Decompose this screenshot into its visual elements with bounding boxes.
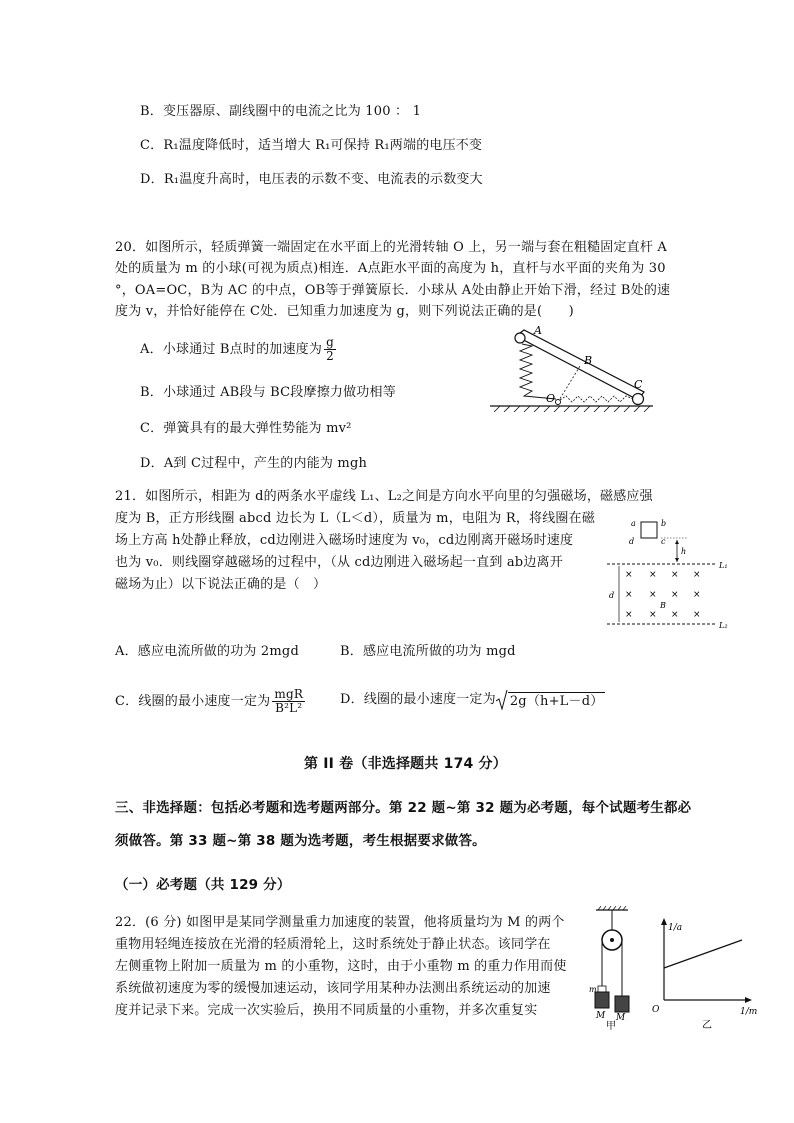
q20-option-c: C．弹簧具有的最大弹性势能为 mv² [140, 421, 352, 436]
coil-label-d: d [629, 537, 635, 546]
cross: × [649, 590, 657, 600]
right-weight-m [615, 996, 629, 1012]
g-over-2-fraction: $\frac{g}{2}$ [326, 335, 334, 363]
graph-line [664, 940, 742, 968]
cross: × [649, 610, 657, 620]
q20-stem-line1: 20．如图所示，轻质弹簧一端固定在水平面上的光滑转轴 O 上，另一端与套在粗糙固定直杆 A [115, 240, 667, 255]
q22-stem-line4: 系统做初速度为零的缓慢加速运动，该同学用某种办法测出系统运动的加速 [115, 981, 551, 996]
radical-sign-icon [496, 690, 508, 710]
x-axis-label: 1/m [740, 1007, 758, 1017]
label-h: h [681, 547, 687, 556]
label-b-field: B [660, 601, 666, 610]
q22-stem-line2: 重物用轻绳连接放在光滑的轻质滑轮上，这时系统处于静止状态。该同学在 [115, 937, 551, 952]
label-m-small: m [589, 985, 597, 994]
q21-stem-line5: 磁场为止）以下说法正确的是（ ） [115, 577, 327, 592]
q21-option-d [340, 688, 605, 709]
ob-dashed-line [558, 366, 580, 402]
q21-stem-line4: 也为 v₀．则线圈穿越磁场的过程中，（从 cd边刚进入磁场起一直到 ab边离开 [115, 555, 563, 570]
small-mass-m [598, 986, 606, 992]
coil-label-c: c [661, 537, 666, 546]
ball-at-c [633, 394, 644, 405]
q20-option-a [140, 336, 336, 363]
q22-stem-line5: 度并记录下来。完成一次实验后，换用不同质量的小重物，并多次重复实 [115, 1003, 538, 1018]
cross: × [625, 590, 633, 600]
cross: × [693, 610, 701, 620]
label-yi: 乙 [702, 1020, 712, 1030]
h-arrow-head-top [675, 540, 679, 544]
q20-stem-line4: 度为 v，并恰好能停在 C处．已知重力加速度为 g，则下列说法正确的是( ) [115, 304, 574, 319]
cross: × [671, 610, 679, 620]
q20-stem-line2: 处的质量为 m 的小球(可视为质点)相连．A点距水平面的高度为 h，直杆与水平面的夹角为 30 [115, 261, 666, 276]
cross: × [671, 590, 679, 600]
q21-option-b: B．感应电流所做的功为 mgd [340, 644, 516, 659]
cross: × [693, 570, 701, 580]
h-arrow-head-bottom [675, 558, 679, 562]
q20-option-d: D．A到 C过程中，产生的内能为 mgh [140, 456, 368, 471]
label-a: A [534, 326, 542, 337]
cross: × [649, 570, 657, 580]
q19-option-d: D．R₁温度升高时，电压表的示数不变、电流表的示数变大 [140, 172, 483, 187]
q21-stem-line2: 度为 B，正方形线圈 abcd 边长为 L（L＜d），质量为 m，电阻为 R，将线圈在磁 [115, 511, 596, 526]
mgr-over-b2l2-fraction: $\frac{\text{mgR}}{\text{B²L²}}$ [274, 687, 304, 715]
q19-option-b: B．变压器原、副线圈中的电流之比为 100 ： 1 [140, 104, 422, 119]
y-axis-arrow [661, 918, 667, 925]
label-d-gap: d [609, 591, 615, 600]
q21-stem-line1: 21．如图所示，相距为 d的两条水平虚线 L₁、L₂之间是方向水平向里的匀强磁场，磁感应强 [115, 489, 653, 504]
q22-pulley-figure-jia [588, 906, 638, 1030]
q21-option-d-text: D．线圈的最小速度一定为 [340, 692, 496, 707]
q22-graph-figure-yi [650, 918, 760, 1030]
cross: × [693, 590, 701, 600]
q21-option-c [115, 688, 305, 715]
q20-option-a-text: A．小球通过 B点时的加速度为 [140, 342, 323, 357]
inclined-rod [516, 330, 644, 400]
q19-option-c: C．R₁温度降低时，适当增大 R₁可保持 R₁两端的电压不变 [140, 138, 483, 153]
label-l2: L₂ [719, 621, 728, 630]
cross: × [625, 610, 633, 620]
q21-magnetic-field-figure [605, 516, 735, 634]
label-b: B [584, 354, 593, 367]
origin-label: O [652, 1005, 660, 1015]
cross: × [625, 570, 633, 580]
section-ii-title: 第 II 卷（非选择题共 174 分） [304, 756, 507, 772]
pivot-o [556, 400, 561, 405]
label-c: C [634, 378, 643, 391]
cross: × [671, 570, 679, 580]
square-coil [641, 522, 657, 538]
field-crosses [625, 570, 701, 620]
q21-option-c-text: C．线圈的最小速度一定为 [115, 694, 271, 709]
q21-stem-line3: 场上方高 h处静止释放，cd边刚进入磁场时速度为 v₀，cd边刚离开磁场时速度 [115, 533, 574, 548]
coil-label-b: b [661, 519, 667, 528]
coil-label-a: a [631, 519, 636, 528]
pulley-axle [610, 938, 614, 942]
label-m-left: M [596, 1011, 606, 1021]
label-l1: L₁ [719, 561, 728, 570]
square-root-expression: 2g（h+L－d） [496, 690, 606, 709]
x-axis-arrow [745, 997, 752, 1003]
label-o: O [546, 392, 556, 405]
q22-stem-line1: 22．(6 分) 如图甲是某同学测量重力加速度的装置，他将质量均为 M 的两个 [115, 915, 565, 930]
q22-stem-line3: 左侧重物上附加一质量为 m 的小重物，这时，由于小重物 m 的重力作用而使 [115, 959, 567, 974]
q20-option-b: B．小球通过 AB段与 BC段摩擦力做功相等 [140, 385, 396, 400]
label-m-right: M [616, 1013, 626, 1023]
label-jia: 甲 [606, 1021, 616, 1030]
q20-rod-spring-figure [488, 326, 658, 412]
y-axis-label: 1/a [668, 923, 683, 933]
ground-hatching [494, 406, 650, 412]
left-weight-m [595, 992, 609, 1008]
spring-dotted [560, 396, 633, 402]
required-questions-title: （一）必考题（共 129 分） [115, 877, 291, 893]
section-iii-intro-line2: 须做答。第 33 题~第 38 题为选考题，考生根据要求做答。 [115, 833, 486, 849]
ball-at-a [515, 333, 525, 343]
q20-stem-line3: °，OA=OC，B为 AC 的中点，OB等于弹簧原长．小球从 A处由静止开始下滑，经过 B处的速 [115, 283, 671, 298]
q21-option-a: A．感应电流所做的功为 2mgd [115, 644, 299, 659]
section-iii-intro-line1: 三、非选择题：包括必考题和选考题两部分。第 22 题~第 32 题为必考题，每个试题考生都必 [115, 800, 692, 816]
